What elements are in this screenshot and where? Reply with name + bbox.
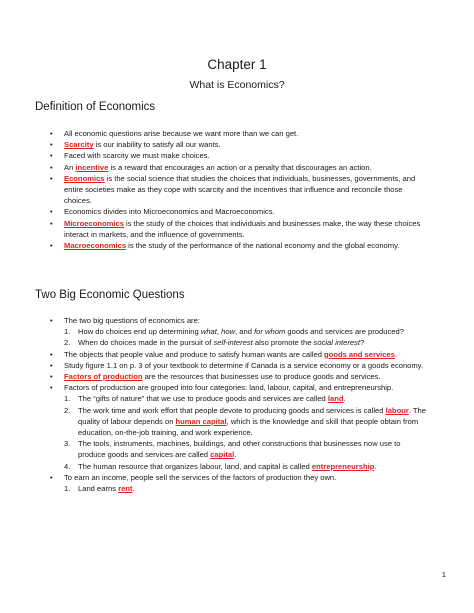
key-term-scarcity: Scarcity — [64, 140, 94, 150]
numbered-item: 3. The tools, instruments, machines, buildings, and other constructions that businesses now use to produce goods and services are called capital. — [64, 439, 401, 460]
numbered-item: 1. Land earns rent. — [64, 484, 135, 494]
list-item: • All economic questions arise because we want more than we can get. — [50, 128, 430, 139]
list-item: • Scarcity is our inability to satisfy all our wants. — [50, 139, 430, 150]
chapter-heading: Chapter 1 — [207, 57, 267, 72]
list-item: • To earn an income, people sell the services of the factors of production they own. 1. Land earns rent. — [50, 472, 430, 494]
key-term-incentive: incentive — [75, 162, 109, 172]
list-item: • Study figure 1.1 on p. 3 of your textbook to determine if Canada is a service economy or a goods economy. — [50, 360, 430, 371]
numbered-item: 2. The work time and work effort that people devote to producing goods and services is called labour. The quality of labour depends on human capital, which is the knowledge and skill that people obtain from education, on-the-job training, and work experience. — [64, 405, 426, 438]
chapter-title: What is Economics? — [189, 79, 285, 91]
numbered-item: 1. The “gifts of nature” that we use to produce goods and services are called land. — [64, 394, 346, 404]
key-term-goods-and-services: goods and services — [324, 349, 395, 359]
numbered-item: 1. How do choices end up determining what, how, and for whom goods and services are produced? — [64, 327, 404, 337]
list-item: • Microeconomics is the study of the choices that individuals and businesses make, the way these choices interact in markets, and the influence of governments. — [50, 218, 430, 240]
key-term-microeconomics: Microeconomics — [64, 218, 124, 228]
key-term-land: land — [327, 394, 344, 404]
list-item: • Macroeconomics is the study of the performance of the national economy and the global economy. — [50, 240, 430, 251]
key-term-factors-of-production: Factors of production — [64, 372, 143, 382]
page-number: 1 — [441, 570, 446, 579]
list-item: • An incentive is a reward that encourages an action or a penalty that discourages an action. — [50, 162, 430, 173]
key-term-economics: Economics — [64, 173, 105, 183]
list-item: • Economics is the social science that studies the choices that individuals, businesses, governments, and entire societies make as they cope with scarcity and the incentives that influence and reconcile those choices. — [50, 173, 430, 207]
key-term-human-capital: human capital — [175, 416, 227, 426]
section-heading-definition: Definition of Economics — [35, 101, 156, 113]
key-term-capital: capital — [210, 450, 235, 460]
big-questions-list — [64, 326, 430, 348]
questions-bullet-list — [50, 315, 430, 494]
list-item: • Faced with scarcity we must make choices. — [50, 150, 430, 161]
key-term-labour: labour — [385, 405, 409, 415]
list-item: • Economics divides into Microeconomics and Macroeconomics. — [50, 206, 430, 217]
list-item: • The two big questions of economics are: 1. How do choices end up determining what, how, and for whom goods and services are produced? 2. When do choices made in the pursuit of self-interest also promote the social interest? — [50, 315, 430, 349]
numbered-item: 4. The human resource that organizes labour, land, and capital is called entrepreneurship. — [64, 461, 377, 471]
key-term-macroeconomics: Macroeconomics — [64, 241, 127, 251]
list-item: • The objects that people value and produce to satisfy human wants are called goods and services. — [50, 349, 430, 360]
list-item: • Factors of production are the resources that businesses use to produce goods and services. — [50, 371, 430, 382]
definition-bullet-list — [50, 128, 430, 251]
section-heading-questions: Two Big Economic Questions — [35, 289, 185, 301]
numbered-item: 2. When do choices made in the pursuit of self-interest also promote the social interest? — [64, 338, 365, 348]
key-term-rent: rent — [118, 484, 133, 494]
factors-list — [64, 393, 430, 471]
income-list — [64, 483, 430, 494]
key-term-entrepreneurship: entrepreneurship — [311, 461, 375, 471]
list-item: • Factors of production are grouped into four categories: land, labour, capital, and entrepreneurship. 1. The “gifts of nature” that we use to produce goods and services are called land. 2. The work time and work effort that people devote to producing goods and services is called labour. The quality of labour depends on human capital, which is the knowledge and skill that people obtain from education, on-the-job training, and work experience. 3. The tools, instruments, machines, buildings, and other constructions that businesses now use to produce goods and services are called capital. 4. The human resource that organizes labour, land, and capital is called entrepreneurship. — [50, 382, 430, 472]
